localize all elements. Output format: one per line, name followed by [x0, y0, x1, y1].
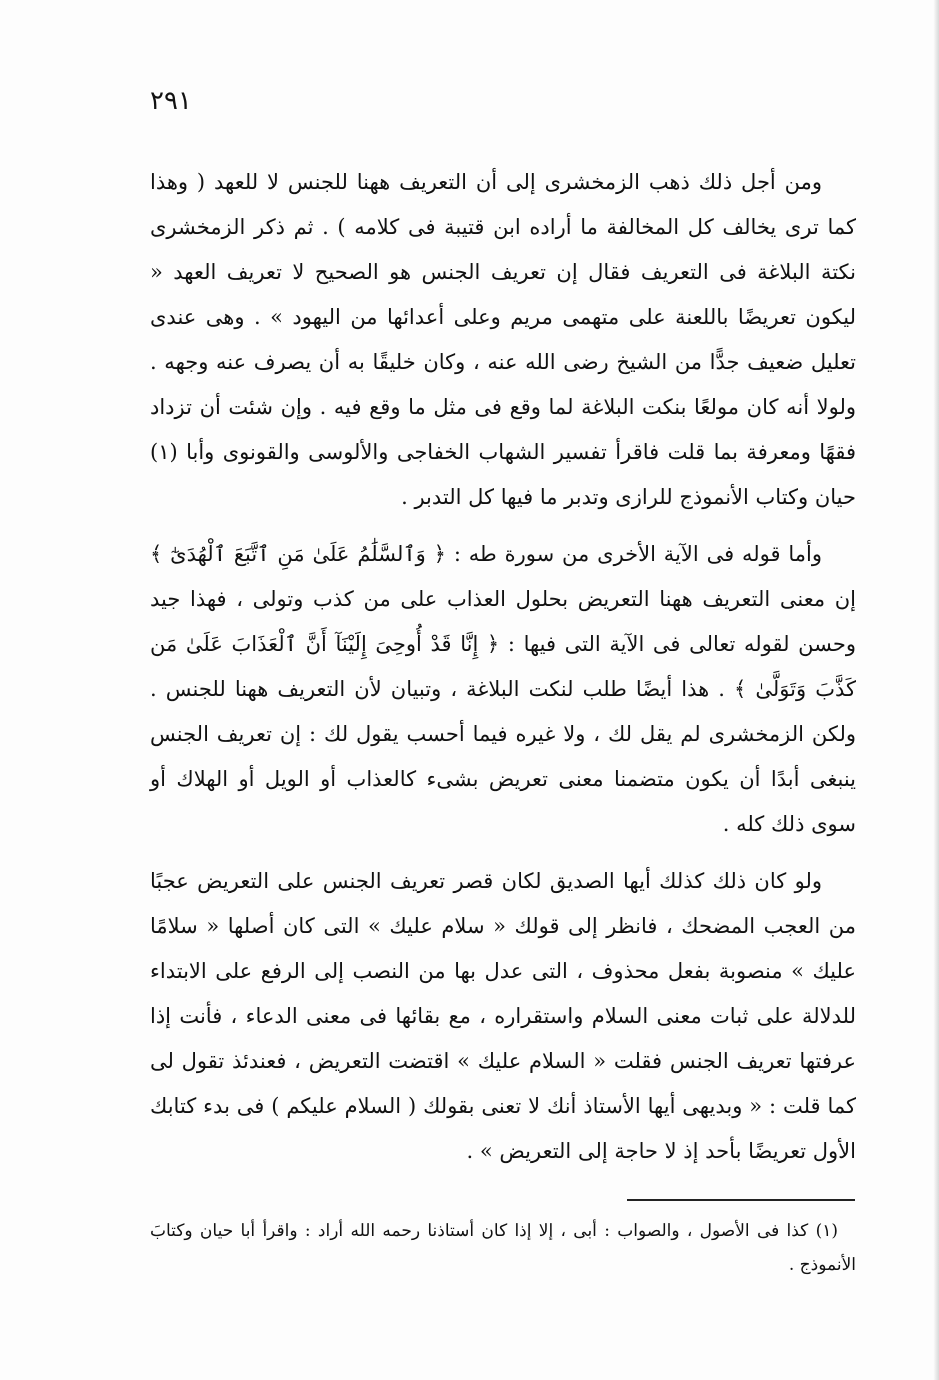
paragraph-3: ولو كان ذلك كذلك أيها الصديق لكان قصر تعريف الجنس على التعريض عجبًا من العجب المضحك ، فانظر إلى قولك « سلام عليك » التى كان أصلها « سلامًا عليك » منصوبة بفعل محذوف ، التى عدل بها من النصب إلى الرفع على الابتداء للدلالة على ثبات معنى السلام واستقراره ، مع بقائها فى معنى الدعاء ، فأنت إذا عرفتها تعريف الجنس فقلت « السلام عليك » اقتضت التعريض ، فعندئذ تقول لى كما قلت : « وبديهى أيها الأستاذ أنك لا تعنى بقولك ( السلام عليكم ) فى بدء كتابك الأول تعريضًا بأحد إذ لا حاجة إلى التعريض » . [150, 869, 856, 1163]
page-number: ٢٩١ [150, 86, 192, 116]
footnote-separator [627, 1199, 855, 1201]
scan-edge-shadow [933, 0, 939, 1380]
paragraph-1: ومن أجل ذلك ذهب الزمخشرى إلى أن التعريف ههنا للجنس لا للعهد ( وهذا كما ترى يخالف كل المخالفة ما أراده ابن قتيبة فى كلامه ) . ثم ذكر الزمخشرى نكتة البلاغة فى التعريف فقال إن تعريف الجنس هو الصحيح لا تعريف العهد « ليكون تعريضًا باللعنة على متهمى مريم وعلى أعدائها من اليهود » . وهى عندى تعليل ضعيف جدًّا من الشيخ رضى الله عنه ، وكان خليقًا به أن يصرف عنه وجهه . ولولا أنه كان مولعًا بنكت البلاغة لما وقع فى مثل ما وقع فيه . وإن شئت أن تزداد فقهًا ومعرفة بما قلت فاقرأ تفسير الشهاب الخفاجى والألوسى والقونوى وأبا (١) حيان وكتاب الأنموذج للرازى وتدبر ما فيها كل التدبر . [150, 170, 856, 509]
paragraph-2: وأما قوله فى الآية الأخرى من سورة طه : ﴿ وَٱلسَّلَٰمُ عَلَىٰ مَنِ ٱتَّبَعَ ٱلْهُدَىٰٓ ﴾ إن معنى التعريف ههنا التعريض بحلول العذاب على من كذب وتولى ، فهذا جيد وحسن لقوله تعالى فى الآية التى فيها : ﴿ إِنَّا قَدْ أُوحِىَ إِلَيْنَآ أَنَّ ٱلْعَذَابَ عَلَىٰ مَن كَذَّبَ وَتَوَلَّىٰ ﴾ . هذا أيضًا طلب لنكت البلاغة ، وتبيان لأن التعريف ههنا للجنس . ولكن الزمخشرى لم يقل لك ، ولا غيره فيما أحسب يقول لك : إن تعريف الجنس ينبغى أبدًا أن يكون متضمنا معنى تعريض بشىء كالعذاب أو الويل أو الهلاك أو سوى ذلك كله . [150, 542, 856, 836]
body-text [150, 160, 856, 1174]
footnote: (١) كذا فى الأصول ، والصواب : أبى ، إلا إذا كان أستاذنا رحمه الله أراد : واقرأ أبا حيان وكتابَ الأنموذج . [150, 1221, 856, 1275]
